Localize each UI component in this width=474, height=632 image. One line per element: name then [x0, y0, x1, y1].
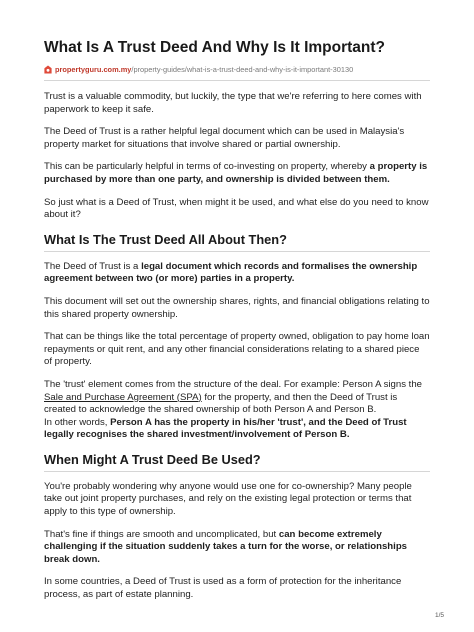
- section1-paragraph-4: [44, 379, 430, 442]
- text-run: In other words,: [44, 416, 111, 428]
- page-number: 1/5: [435, 612, 445, 619]
- bold-text: a property is purchased by more than one party, and ownership is divided between them.: [44, 161, 428, 185]
- bold-text: Person A has the property in his/her 'trust', and the Deed of Trust legally recognises the shared investment/involvement of Person B.: [44, 416, 407, 441]
- section1-paragraph-1: [44, 261, 430, 286]
- source-path[interactable]: /property-guides/what-is-a-trust-deed-and-why-is-it-important-30130: [131, 64, 354, 74]
- divider: [44, 471, 430, 472]
- intro-paragraph-1: Trust is a valuable commodity, but luckily, the type that we're referring to here comes with paperwork to keep it safe.: [44, 91, 422, 115]
- document-page: [44, 38, 430, 612]
- section-heading-when-used: When Might A Trust Deed Be Used?: [44, 451, 261, 467]
- text-run: That's fine if things are smooth and uncomplicated, but: [44, 528, 279, 540]
- section2-paragraph-1: You're probably wondering why anyone would use one for co-ownership? Many people take out joint property purchases, and rely on the existing legal protection or terms that apply to this type of ownership.: [44, 480, 412, 518]
- bold-text: legal document which records and formalises the ownership agreement between two (or more) parties in a property.: [44, 260, 418, 285]
- propertyguru-logo-icon: [44, 65, 52, 74]
- section2-paragraph-3: In some countries, a Deed of Trust is used as a form of protection for the inheritance process, as part of estate planning.: [44, 576, 402, 601]
- bold-text: can become extremely challenging if the situation suddenly takes a turn for the worse, or relationships break down.: [44, 528, 408, 565]
- text-run: The Deed of Trust is a: [44, 260, 142, 272]
- text-run: The 'trust' element comes from the structure of the deal. For example: Person A signs the: [44, 378, 422, 390]
- intro-paragraph-2: The Deed of Trust is a rather helpful legal document which can be used in Malaysia's property market for situations that involve shared or partial ownership.: [44, 126, 405, 150]
- source-url[interactable]: [44, 63, 430, 75]
- divider: [44, 80, 430, 81]
- source-domain[interactable]: propertyguru.com.my: [55, 64, 132, 74]
- section1-paragraph-2: This document will set out the ownership shares, rights, and financial obligations relating to this shared property ownership.: [44, 295, 430, 320]
- page-title: What Is A Trust Deed And Why Is It Important?: [44, 39, 386, 56]
- section-heading-trust-deed: What Is The Trust Deed All About Then?: [44, 231, 287, 247]
- intro-paragraph-4: So just what is a Deed of Trust, when might it be used, and what else do you need to know about it?: [44, 196, 429, 221]
- intro-paragraph-3: [44, 161, 430, 186]
- section1-paragraph-3: That can be things like the total percentage of property owned, obligation to pay home loan repayments or quit rent, and any other financial considerations relating to a shared piece of property.: [44, 331, 430, 368]
- divider: [44, 251, 430, 252]
- section2-paragraph-2: [44, 529, 430, 567]
- text-run: for the property, and then the Deed of Trust is created to acknowledge the shared ownership of both Person A and Person B.: [44, 391, 398, 416]
- spa-link[interactable]: Sale and Purchase Agreement (SPA): [44, 391, 202, 403]
- text-run: This can be particularly helpful in terms of co-investing on property, whereby: [44, 161, 370, 173]
